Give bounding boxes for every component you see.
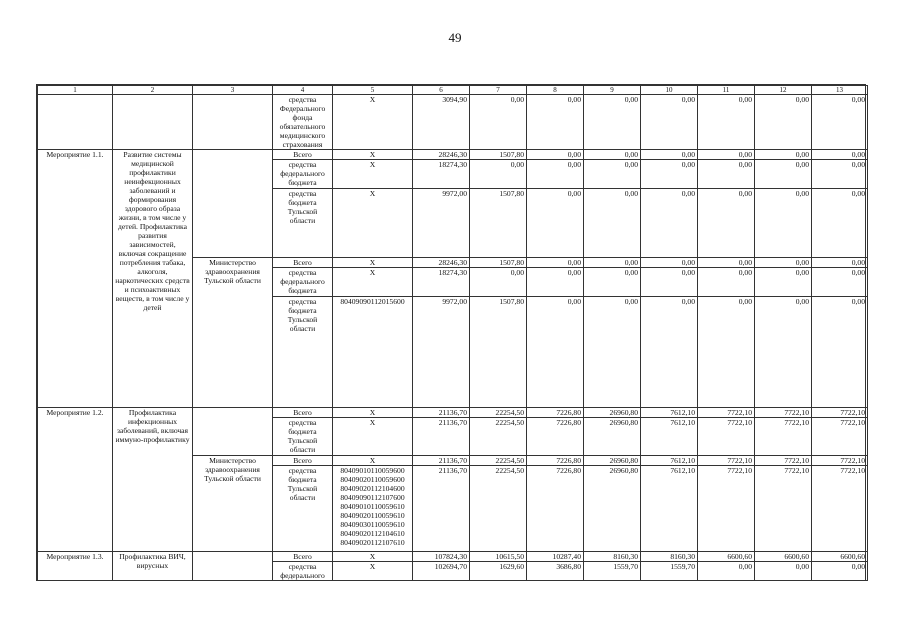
cell-value: 7722,10 [698, 408, 755, 418]
cell-value: 26960,80 [584, 418, 641, 456]
cell-value: 7722,10 [812, 456, 868, 466]
cell-value: 0,00 [641, 268, 698, 297]
cell-value: 0,00 [755, 258, 812, 268]
cell-value: 8160,30 [584, 552, 641, 562]
cell-value: 21136,70 [413, 456, 470, 466]
cell-value: 1507,80 [470, 258, 527, 268]
cell-value: 22254,50 [470, 466, 527, 552]
table-row [38, 150, 868, 160]
cell-value: 0,00 [698, 150, 755, 160]
cell-value: 7226,80 [527, 466, 584, 552]
cell-value: 0,00 [641, 189, 698, 258]
cell-executor: Министерство здравоохранения Тульской области [193, 258, 273, 408]
cell-value: 1507,80 [470, 189, 527, 258]
cell-source: средства федерального бюджета [273, 160, 333, 189]
cell-value: 7722,10 [812, 408, 868, 418]
cell-event [38, 95, 113, 150]
cell-value: 7722,10 [755, 466, 812, 552]
cell-source: Всего [273, 552, 333, 562]
cell-value: 0,00 [698, 189, 755, 258]
cell-value: 7612,10 [641, 466, 698, 552]
table-row [38, 552, 868, 562]
cell-value: 0,00 [812, 160, 868, 189]
cell-value: 0,00 [584, 297, 641, 408]
cell-value: 21136,70 [413, 466, 470, 552]
cell-value: 1559,70 [641, 562, 698, 581]
cell-value: 0,00 [641, 297, 698, 408]
cell-value: 0,00 [584, 160, 641, 189]
cell-name: Профилактика инфекционных заболеваний, включая иммуно-профилактику [113, 408, 193, 552]
cell-value: 0,00 [470, 160, 527, 189]
cell-value: 0,00 [641, 150, 698, 160]
cell-value: 0,00 [698, 562, 755, 581]
cell-code: Х [333, 160, 413, 189]
cell-code: Х [333, 258, 413, 268]
cell-code: Х [333, 456, 413, 466]
cell-value: 0,00 [812, 562, 868, 581]
cell-value: 26960,80 [584, 456, 641, 466]
cell-value: 22254,50 [470, 418, 527, 456]
col-header: 11 [698, 86, 755, 95]
cell-source: Всего [273, 456, 333, 466]
cell-value: 0,00 [527, 95, 584, 150]
cell-code: Х [333, 552, 413, 562]
cell-value: 0,00 [584, 189, 641, 258]
cell-value: 0,00 [527, 150, 584, 160]
page-number: 49 [448, 30, 462, 45]
col-header: 2 [113, 86, 193, 95]
col-header: 12 [755, 86, 812, 95]
cell-executor [193, 408, 273, 456]
cell-value: 0,00 [812, 189, 868, 258]
cell-source: средства бюджета Тульской области [273, 418, 333, 456]
cell-value: 0,00 [755, 268, 812, 297]
cell-source: Всего [273, 408, 333, 418]
cell-code: Х [333, 268, 413, 297]
cell-value: 0,00 [527, 268, 584, 297]
cell-value: 7722,10 [755, 418, 812, 456]
col-header: 3 [193, 86, 273, 95]
cell-value: 0,00 [584, 150, 641, 160]
cell-source: средства бюджета Тульской области [273, 297, 333, 408]
cell-name: Развитие системы медицинской профилактики неинфекционных заболеваний и формирования здорового образа жизни, в том числе у детей. Профилактика развития зависимостей, включая сокращение потребления табака, алкоголя, наркотических средств и психоактивных веществ, в том числе у детей [113, 150, 193, 408]
cell-value: 6600,60 [812, 552, 868, 562]
budget-table [36, 84, 866, 581]
cell-value: 0,00 [527, 160, 584, 189]
cell-value: 0,00 [755, 189, 812, 258]
cell-value: 1507,80 [470, 297, 527, 408]
cell-value: 21136,70 [413, 418, 470, 456]
cell-value: 9972,00 [413, 189, 470, 258]
cell-value: 7722,10 [698, 418, 755, 456]
cell-value: 0,00 [641, 258, 698, 268]
cell-value: 0,00 [755, 160, 812, 189]
column-number-row [38, 86, 868, 95]
cell-value: 0,00 [812, 258, 868, 268]
cell-code: Х [333, 150, 413, 160]
cell-value: 0,00 [641, 95, 698, 150]
cell-value: 7226,80 [527, 456, 584, 466]
cell-value: 0,00 [812, 297, 868, 408]
cell-code: Х [333, 418, 413, 456]
cell-source: средства федерального бюджета [273, 268, 333, 297]
cell-value: 0,00 [755, 297, 812, 408]
cell-value: 1559,70 [584, 562, 641, 581]
cell-value: 7722,10 [698, 466, 755, 552]
cell-value: 7612,10 [641, 456, 698, 466]
cell-code: Х [333, 189, 413, 258]
cell-value: 0,00 [698, 268, 755, 297]
col-header: 13 [812, 86, 868, 95]
cell-value: 28246,30 [413, 258, 470, 268]
cell-event: Мероприятие 1.3. [38, 552, 113, 581]
col-header: 9 [584, 86, 641, 95]
cell-value: 0,00 [584, 268, 641, 297]
cell-value: 0,00 [584, 258, 641, 268]
col-header: 5 [333, 86, 413, 95]
cell-code: Х [333, 562, 413, 581]
cell-value: 0,00 [527, 297, 584, 408]
cell-executor [193, 150, 273, 258]
cell-value: 10287,40 [527, 552, 584, 562]
col-header: 8 [527, 86, 584, 95]
cell-value: 0,00 [641, 160, 698, 189]
cell-value: 22254,50 [470, 456, 527, 466]
cell-name [113, 95, 193, 150]
col-header: 4 [273, 86, 333, 95]
cell-value: 0,00 [584, 95, 641, 150]
cell-source: средства Федерального фонда обязательного медицинского страхования [273, 95, 333, 150]
cell-value: 22254,50 [470, 408, 527, 418]
cell-code: Х [333, 95, 413, 150]
cell-value: 102694,70 [413, 562, 470, 581]
cell-value: 0,00 [755, 150, 812, 160]
cell-value: 18274,30 [413, 160, 470, 189]
cell-executor [193, 552, 273, 581]
cell-value: 9972,00 [413, 297, 470, 408]
cell-value: 6600,60 [698, 552, 755, 562]
cell-value: 18274,30 [413, 268, 470, 297]
table-row [38, 95, 868, 150]
cell-value: 7722,10 [698, 456, 755, 466]
cell-value: 7722,10 [812, 418, 868, 456]
table-row [38, 408, 868, 418]
cell-value: 0,00 [755, 95, 812, 150]
cell-value: 0,00 [812, 95, 868, 150]
cell-executor [193, 95, 273, 150]
cell-value: 7226,80 [527, 408, 584, 418]
cell-value: 0,00 [470, 268, 527, 297]
cell-event: Мероприятие 1.2. [38, 408, 113, 552]
col-header: 10 [641, 86, 698, 95]
cell-value: 10615,50 [470, 552, 527, 562]
col-header: 1 [38, 86, 113, 95]
cell-value: 8160,30 [641, 552, 698, 562]
cell-value: 107824,30 [413, 552, 470, 562]
cell-value: 0,00 [755, 562, 812, 581]
cell-value: 0,00 [698, 95, 755, 150]
col-header: 7 [470, 86, 527, 95]
cell-event: Мероприятие 1.1. [38, 150, 113, 408]
cell-value: 3686,80 [527, 562, 584, 581]
cell-executor: Министерство здравоохранения Тульской области [193, 456, 273, 552]
cell-name: Профилактика ВИЧ, вирусных [113, 552, 193, 581]
cell-value: 3094,90 [413, 95, 470, 150]
cell-code: Х [333, 408, 413, 418]
cell-value: 26960,80 [584, 466, 641, 552]
cell-value: 7612,10 [641, 408, 698, 418]
cell-value: 26960,80 [584, 408, 641, 418]
cell-value: 0,00 [812, 268, 868, 297]
cell-value: 0,00 [698, 160, 755, 189]
cell-value: 0,00 [812, 150, 868, 160]
cell-source: средства федерального [273, 562, 333, 581]
cell-value: 0,00 [698, 258, 755, 268]
cell-value: 0,00 [527, 258, 584, 268]
cell-value: 0,00 [698, 297, 755, 408]
cell-value: 0,00 [527, 189, 584, 258]
cell-value: 7722,10 [755, 456, 812, 466]
cell-value: 0,00 [470, 95, 527, 150]
cell-value: 7722,10 [755, 408, 812, 418]
cell-value: 1629,60 [470, 562, 527, 581]
cell-value: 1507,80 [470, 150, 527, 160]
cell-code: 80409010110059600 80409020110059600 80409020112104600 80409090112107600 80409010110059610 80409020110059610 80409030110059610 80409020112104610 80409020112107610 [333, 466, 413, 552]
cell-value: 28246,30 [413, 150, 470, 160]
cell-value: 6600,60 [755, 552, 812, 562]
cell-source: средства бюджета Тульской области [273, 189, 333, 258]
cell-value: 7226,80 [527, 418, 584, 456]
cell-source: Всего [273, 258, 333, 268]
col-header: 6 [413, 86, 470, 95]
cell-value: 7612,10 [641, 418, 698, 456]
cell-value: 7722,10 [812, 466, 868, 552]
cell-source: Всего [273, 150, 333, 160]
cell-source: средства бюджета Тульской области [273, 466, 333, 552]
cell-value: 21136,70 [413, 408, 470, 418]
cell-code: 80409090112015600 [333, 297, 413, 408]
